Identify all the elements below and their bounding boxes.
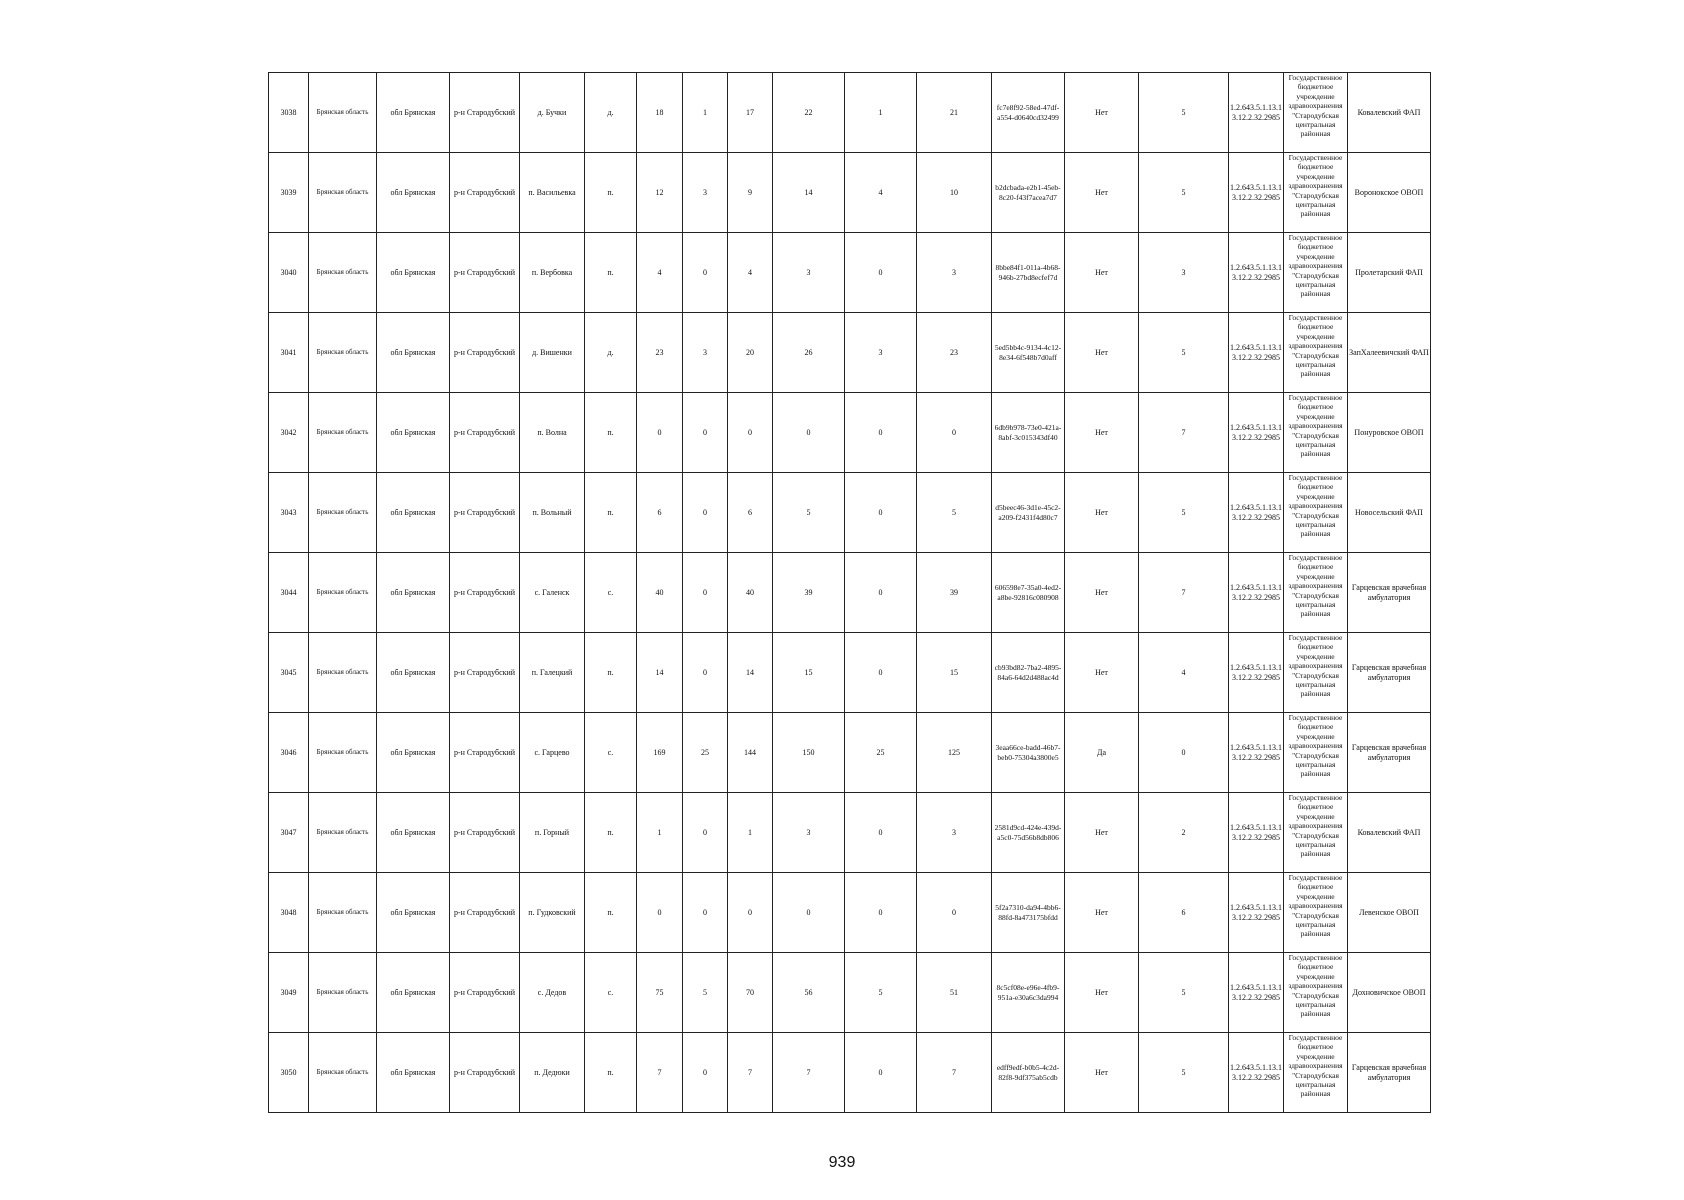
settlement-cell: с. Гарцево <box>520 713 585 793</box>
score-cell: 7 <box>1139 393 1229 473</box>
oid-cell: 1.2.643.5.1.13.13.12.2.32.2985 <box>1229 873 1284 953</box>
value-cell: 3 <box>683 153 728 233</box>
settlement-cell: д. Вишенки <box>520 313 585 393</box>
row-number-cell: 3045 <box>269 633 309 713</box>
value-cell: 70 <box>728 953 773 1033</box>
facility-cell: Новосельский ФАП <box>1348 473 1431 553</box>
district-cell: р-н Стародубский <box>450 713 520 793</box>
value-cell: 7 <box>637 1033 683 1113</box>
row-number-cell: 3038 <box>269 73 309 153</box>
value-cell: 0 <box>845 233 917 313</box>
settlement-cell: с. Дедов <box>520 953 585 1033</box>
facility-cell: Ковалевский ФАП <box>1348 793 1431 873</box>
uuid-cell: 5ed5bb4c-9134-4c12-8e34-6f548b7d0aff <box>992 313 1065 393</box>
oid-cell: 1.2.643.5.1.13.13.12.2.32.2985 <box>1229 393 1284 473</box>
table-row <box>269 73 1431 153</box>
table-row <box>269 153 1431 233</box>
table-row <box>269 313 1431 393</box>
value-cell: 5 <box>683 953 728 1033</box>
value-cell: 7 <box>773 1033 845 1113</box>
value-cell: 5 <box>917 473 992 553</box>
value-cell: 3 <box>917 793 992 873</box>
value-cell: 21 <box>917 73 992 153</box>
oblast-cell: обл Брянская <box>377 953 450 1033</box>
value-cell: 0 <box>773 873 845 953</box>
value-cell: 3 <box>683 313 728 393</box>
value-cell: 22 <box>773 73 845 153</box>
region-cell: Брянская область <box>309 393 377 473</box>
value-cell: 0 <box>845 793 917 873</box>
facility-cell: Гарцевская врачебная амбулатория <box>1348 1033 1431 1113</box>
oblast-cell: обл Брянская <box>377 873 450 953</box>
value-cell: 0 <box>845 553 917 633</box>
value-cell: 1 <box>728 793 773 873</box>
region-cell: Брянская область <box>309 73 377 153</box>
table-row <box>269 1033 1431 1113</box>
settlement-cell: п. Гудковский <box>520 873 585 953</box>
value-cell: 0 <box>845 873 917 953</box>
value-cell: 169 <box>637 713 683 793</box>
score-cell: 0 <box>1139 713 1229 793</box>
flag-cell: Нет <box>1065 393 1139 473</box>
oid-cell: 1.2.643.5.1.13.13.12.2.32.2985 <box>1229 313 1284 393</box>
score-cell: 5 <box>1139 73 1229 153</box>
value-cell: 40 <box>637 553 683 633</box>
facility-cell: Гарцевская врачебная амбулатория <box>1348 553 1431 633</box>
value-cell: 4 <box>728 233 773 313</box>
settlement-cell: д. Бучки <box>520 73 585 153</box>
organization-cell: Государственное бюджетное учреждение здравоохранения "Стародубская центральная районная <box>1284 953 1348 1033</box>
table-row <box>269 873 1431 953</box>
settlement-type-cell: с. <box>585 713 637 793</box>
table-row <box>269 393 1431 473</box>
value-cell: 4 <box>845 153 917 233</box>
uuid-cell: 8bbe84f1-011a-4b68-946b-27bd8ecfef7d <box>992 233 1065 313</box>
oid-cell: 1.2.643.5.1.13.13.12.2.32.2985 <box>1229 153 1284 233</box>
oblast-cell: обл Брянская <box>377 793 450 873</box>
oid-cell: 1.2.643.5.1.13.13.12.2.32.2985 <box>1229 233 1284 313</box>
value-cell: 3 <box>917 233 992 313</box>
value-cell: 0 <box>917 873 992 953</box>
value-cell: 14 <box>773 153 845 233</box>
organization-cell: Государственное бюджетное учреждение здравоохранения "Стародубская центральная районная <box>1284 233 1348 313</box>
oblast-cell: обл Брянская <box>377 473 450 553</box>
value-cell: 14 <box>637 633 683 713</box>
oblast-cell: обл Брянская <box>377 153 450 233</box>
organization-cell: Государственное бюджетное учреждение здравоохранения "Стародубская центральная районная <box>1284 473 1348 553</box>
oid-cell: 1.2.643.5.1.13.13.12.2.32.2985 <box>1229 633 1284 713</box>
table-row <box>269 633 1431 713</box>
value-cell: 1 <box>683 73 728 153</box>
organization-cell: Государственное бюджетное учреждение здравоохранения "Стародубская центральная районная <box>1284 873 1348 953</box>
settlement-type-cell: с. <box>585 553 637 633</box>
uuid-cell: 5f2a7310-da94-4bb6-88fd-8a473175bfdd <box>992 873 1065 953</box>
organization-cell: Государственное бюджетное учреждение здравоохранения "Стародубская центральная районная <box>1284 73 1348 153</box>
organization-cell: Государственное бюджетное учреждение здравоохранения "Стародубская центральная районная <box>1284 633 1348 713</box>
facility-cell: Левенское ОВОП <box>1348 873 1431 953</box>
flag-cell: Нет <box>1065 793 1139 873</box>
region-cell: Брянская область <box>309 153 377 233</box>
oblast-cell: обл Брянская <box>377 233 450 313</box>
uuid-cell: 3eaa66ce-badd-46b7-beb0-75304a3800e5 <box>992 713 1065 793</box>
score-cell: 4 <box>1139 633 1229 713</box>
oblast-cell: обл Брянская <box>377 1033 450 1113</box>
flag-cell: Нет <box>1065 1033 1139 1113</box>
settlement-type-cell: п. <box>585 233 637 313</box>
uuid-cell: fc7e8f92-58ed-47df-a554-d0640cd32499 <box>992 73 1065 153</box>
facility-cell: Гарцевская врачебная амбулатория <box>1348 713 1431 793</box>
value-cell: 15 <box>773 633 845 713</box>
row-number-cell: 3046 <box>269 713 309 793</box>
settlement-type-cell: п. <box>585 153 637 233</box>
flag-cell: Нет <box>1065 73 1139 153</box>
organization-cell: Государственное бюджетное учреждение здравоохранения "Стародубская центральная районная <box>1284 793 1348 873</box>
row-number-cell: 3048 <box>269 873 309 953</box>
settlement-cell: с. Галенск <box>520 553 585 633</box>
settlement-cell: п. Дедюки <box>520 1033 585 1113</box>
value-cell: 75 <box>637 953 683 1033</box>
settlement-cell: п. Васильевка <box>520 153 585 233</box>
value-cell: 17 <box>728 73 773 153</box>
row-number-cell: 3043 <box>269 473 309 553</box>
row-number-cell: 3042 <box>269 393 309 473</box>
uuid-cell: 6db9b978-73e0-421a-8abf-3c015343df40 <box>992 393 1065 473</box>
district-cell: р-н Стародубский <box>450 233 520 313</box>
row-number-cell: 3050 <box>269 1033 309 1113</box>
district-cell: р-н Стародубский <box>450 873 520 953</box>
table-row <box>269 713 1431 793</box>
settlement-type-cell: п. <box>585 1033 637 1113</box>
facility-cell: Пролетарский ФАП <box>1348 233 1431 313</box>
oblast-cell: обл Брянская <box>377 713 450 793</box>
value-cell: 6 <box>728 473 773 553</box>
facility-cell: Воронокское ОВОП <box>1348 153 1431 233</box>
region-cell: Брянская область <box>309 953 377 1033</box>
facility-cell: Понуровское ОВОП <box>1348 393 1431 473</box>
flag-cell: Нет <box>1065 153 1139 233</box>
value-cell: 5 <box>845 953 917 1033</box>
score-cell: 3 <box>1139 233 1229 313</box>
settlement-type-cell: п. <box>585 633 637 713</box>
district-cell: р-н Стародубский <box>450 953 520 1033</box>
region-cell: Брянская область <box>309 633 377 713</box>
value-cell: 0 <box>845 1033 917 1113</box>
oblast-cell: обл Брянская <box>377 633 450 713</box>
region-cell: Брянская область <box>309 1033 377 1113</box>
facility-cell: Дохновичское ОВОП <box>1348 953 1431 1033</box>
organization-cell: Государственное бюджетное учреждение здравоохранения "Стародубская центральная районная <box>1284 713 1348 793</box>
flag-cell: Нет <box>1065 233 1139 313</box>
oid-cell: 1.2.643.5.1.13.13.12.2.32.2985 <box>1229 713 1284 793</box>
settlement-cell: п. Горный <box>520 793 585 873</box>
value-cell: 14 <box>728 633 773 713</box>
score-cell: 6 <box>1139 873 1229 953</box>
district-cell: р-н Стародубский <box>450 553 520 633</box>
score-cell: 7 <box>1139 553 1229 633</box>
value-cell: 0 <box>917 393 992 473</box>
row-number-cell: 3044 <box>269 553 309 633</box>
uuid-cell: edff9edf-b0b5-4c2d-82f8-9df375ab5cdb <box>992 1033 1065 1113</box>
row-number-cell: 3039 <box>269 153 309 233</box>
value-cell: 1 <box>637 793 683 873</box>
organization-cell: Государственное бюджетное учреждение здравоохранения "Стародубская центральная районная <box>1284 153 1348 233</box>
value-cell: 20 <box>728 313 773 393</box>
region-cell: Брянская область <box>309 713 377 793</box>
facility-cell: Гарцевская врачебная амбулатория <box>1348 633 1431 713</box>
oblast-cell: обл Брянская <box>377 553 450 633</box>
score-cell: 5 <box>1139 953 1229 1033</box>
settlement-type-cell: д. <box>585 313 637 393</box>
value-cell: 3 <box>773 793 845 873</box>
value-cell: 40 <box>728 553 773 633</box>
settlement-cell: п. Галецкий <box>520 633 585 713</box>
region-cell: Брянская область <box>309 473 377 553</box>
flag-cell: Нет <box>1065 313 1139 393</box>
uuid-cell: 2581d9cd-424e-439d-a5c0-75d56b8db806 <box>992 793 1065 873</box>
data-table <box>268 72 1431 1113</box>
facility-cell: ЗапХалеевичский ФАП <box>1348 313 1431 393</box>
value-cell: 26 <box>773 313 845 393</box>
value-cell: 5 <box>773 473 845 553</box>
value-cell: 7 <box>728 1033 773 1113</box>
value-cell: 39 <box>773 553 845 633</box>
value-cell: 150 <box>773 713 845 793</box>
flag-cell: Нет <box>1065 553 1139 633</box>
value-cell: 1 <box>845 73 917 153</box>
region-cell: Брянская область <box>309 873 377 953</box>
flag-cell: Нет <box>1065 633 1139 713</box>
district-cell: р-н Стародубский <box>450 793 520 873</box>
oid-cell: 1.2.643.5.1.13.13.12.2.32.2985 <box>1229 73 1284 153</box>
table-row <box>269 793 1431 873</box>
value-cell: 125 <box>917 713 992 793</box>
oblast-cell: обл Брянская <box>377 393 450 473</box>
flag-cell: Нет <box>1065 953 1139 1033</box>
oid-cell: 1.2.643.5.1.13.13.12.2.32.2985 <box>1229 473 1284 553</box>
flag-cell: Нет <box>1065 473 1139 553</box>
value-cell: 23 <box>917 313 992 393</box>
organization-cell: Государственное бюджетное учреждение здравоохранения "Стародубская центральная районная <box>1284 1033 1348 1113</box>
row-number-cell: 3047 <box>269 793 309 873</box>
row-number-cell: 3040 <box>269 233 309 313</box>
district-cell: р-н Стародубский <box>450 1033 520 1113</box>
page-number: 939 <box>828 1154 856 1171</box>
value-cell: 3 <box>845 313 917 393</box>
district-cell: р-н Стародубский <box>450 313 520 393</box>
organization-cell: Государственное бюджетное учреждение здравоохранения "Стародубская центральная районная <box>1284 313 1348 393</box>
score-cell: 2 <box>1139 793 1229 873</box>
row-number-cell: 3049 <box>269 953 309 1033</box>
district-cell: р-н Стародубский <box>450 393 520 473</box>
value-cell: 0 <box>845 473 917 553</box>
region-cell: Брянская область <box>309 553 377 633</box>
value-cell: 0 <box>637 393 683 473</box>
settlement-type-cell: п. <box>585 793 637 873</box>
value-cell: 12 <box>637 153 683 233</box>
region-cell: Брянская область <box>309 313 377 393</box>
value-cell: 0 <box>773 393 845 473</box>
value-cell: 3 <box>773 233 845 313</box>
uuid-cell: d5beec46-3d1e-45c2-a209-f2431f4d80c7 <box>992 473 1065 553</box>
value-cell: 25 <box>845 713 917 793</box>
score-cell: 5 <box>1139 473 1229 553</box>
district-cell: р-н Стародубский <box>450 473 520 553</box>
value-cell: 144 <box>728 713 773 793</box>
region-cell: Брянская область <box>309 233 377 313</box>
value-cell: 51 <box>917 953 992 1033</box>
oblast-cell: обл Брянская <box>377 313 450 393</box>
oid-cell: 1.2.643.5.1.13.13.12.2.32.2985 <box>1229 1033 1284 1113</box>
settlement-cell: п. Волна <box>520 393 585 473</box>
value-cell: 0 <box>683 793 728 873</box>
value-cell: 0 <box>683 1033 728 1113</box>
table-row <box>269 953 1431 1033</box>
facility-cell: Ковалевский ФАП <box>1348 73 1431 153</box>
value-cell: 4 <box>637 233 683 313</box>
settlement-type-cell: п. <box>585 873 637 953</box>
region-cell: Брянская область <box>309 793 377 873</box>
oblast-cell: обл Брянская <box>377 73 450 153</box>
settlement-type-cell: д. <box>585 73 637 153</box>
organization-cell: Государственное бюджетное учреждение здравоохранения "Стародубская центральная районная <box>1284 393 1348 473</box>
value-cell: 0 <box>683 553 728 633</box>
flag-cell: Нет <box>1065 873 1139 953</box>
score-cell: 5 <box>1139 153 1229 233</box>
district-cell: р-н Стародубский <box>450 153 520 233</box>
value-cell: 0 <box>683 873 728 953</box>
document-sheet <box>268 72 1430 1113</box>
settlement-type-cell: п. <box>585 473 637 553</box>
oid-cell: 1.2.643.5.1.13.13.12.2.32.2985 <box>1229 793 1284 873</box>
value-cell: 6 <box>637 473 683 553</box>
settlement-cell: п. Вербовка <box>520 233 585 313</box>
table-row <box>269 553 1431 633</box>
table-body <box>269 73 1431 1113</box>
district-cell: р-н Стародубский <box>450 73 520 153</box>
value-cell: 0 <box>683 473 728 553</box>
value-cell: 0 <box>683 393 728 473</box>
uuid-cell: cb93bd82-7ba2-4895-84a6-64d2d488ac4d <box>992 633 1065 713</box>
value-cell: 56 <box>773 953 845 1033</box>
value-cell: 7 <box>917 1033 992 1113</box>
score-cell: 5 <box>1139 313 1229 393</box>
table-row <box>269 233 1431 313</box>
organization-cell: Государственное бюджетное учреждение здравоохранения "Стародубская центральная районная <box>1284 553 1348 633</box>
oid-cell: 1.2.643.5.1.13.13.12.2.32.2985 <box>1229 953 1284 1033</box>
score-cell: 5 <box>1139 1033 1229 1113</box>
row-number-cell: 3041 <box>269 313 309 393</box>
uuid-cell: 8c5cf08e-e96e-4fb9-951a-e30a6c3da994 <box>992 953 1065 1033</box>
uuid-cell: b2dcbada-e2b1-45eb-8c20-f43f7acea7d7 <box>992 153 1065 233</box>
value-cell: 23 <box>637 313 683 393</box>
value-cell: 0 <box>683 633 728 713</box>
value-cell: 0 <box>845 393 917 473</box>
settlement-type-cell: с. <box>585 953 637 1033</box>
oid-cell: 1.2.643.5.1.13.13.12.2.32.2985 <box>1229 553 1284 633</box>
district-cell: р-н Стародубский <box>450 633 520 713</box>
value-cell: 18 <box>637 73 683 153</box>
value-cell: 9 <box>728 153 773 233</box>
flag-cell: Да <box>1065 713 1139 793</box>
value-cell: 25 <box>683 713 728 793</box>
value-cell: 10 <box>917 153 992 233</box>
value-cell: 0 <box>683 233 728 313</box>
value-cell: 15 <box>917 633 992 713</box>
table-row <box>269 473 1431 553</box>
value-cell: 0 <box>728 393 773 473</box>
value-cell: 39 <box>917 553 992 633</box>
settlement-cell: п. Вольный <box>520 473 585 553</box>
value-cell: 0 <box>728 873 773 953</box>
value-cell: 0 <box>845 633 917 713</box>
uuid-cell: 606598e7-35a0-4ed2-a8be-92816c080908 <box>992 553 1065 633</box>
value-cell: 0 <box>637 873 683 953</box>
settlement-type-cell: п. <box>585 393 637 473</box>
